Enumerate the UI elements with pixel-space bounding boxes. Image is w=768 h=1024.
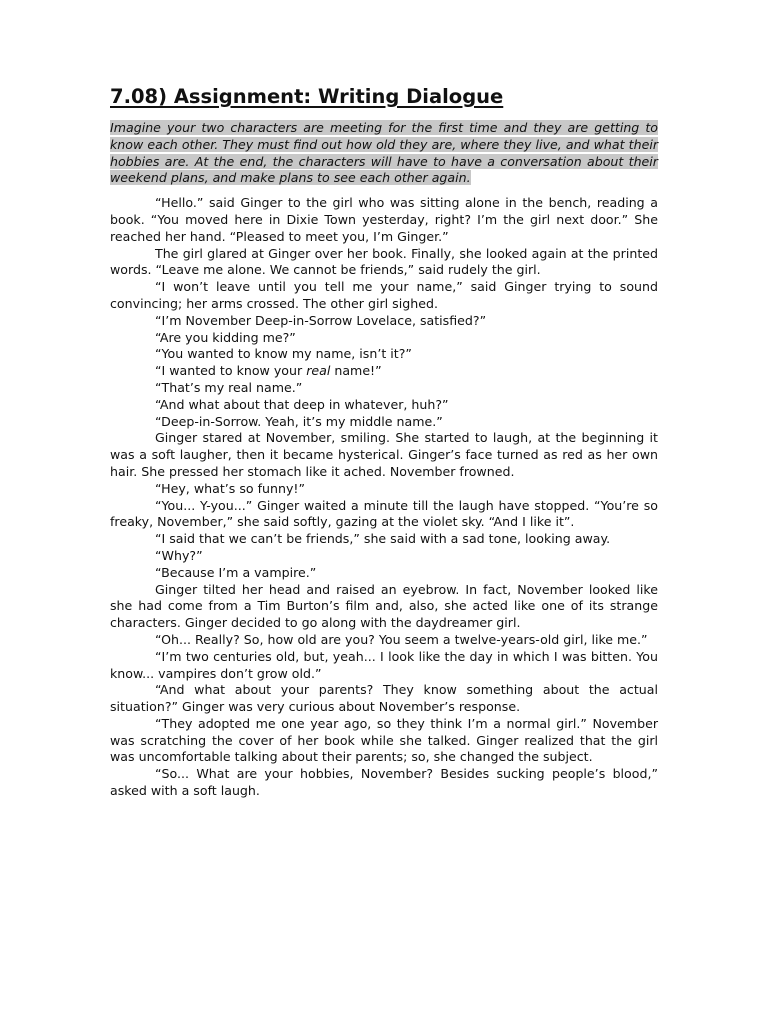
paragraph-text: “I wanted to know your bbox=[155, 363, 307, 379]
story-paragraph: Ginger tilted her head and raised an eyebrow. In fact, November looked like she had come from a Tim Burton’s film and, also, she acted like one of its strange characters. Ginger decided to go along with the daydreamer girl. bbox=[110, 581, 658, 631]
story-paragraph: “Oh... Really? So, how old are you? You seem a twelve-years-old girl, like me.” bbox=[155, 631, 648, 647]
story-paragraph: “I won’t leave until you tell me your name,” said Ginger trying to sound convincing; her arms crossed. The other girl sighed. bbox=[110, 279, 658, 311]
assignment-prompt bbox=[110, 120, 658, 187]
story-paragraph: “You wanted to know my name, isn’t it?” bbox=[155, 346, 412, 362]
paragraph-text: name!” bbox=[330, 363, 382, 379]
story-paragraph: “I’m two centuries old, but, yeah... I look like the day in which I was bitten. You know... vampires don’t grow old.” bbox=[110, 648, 658, 681]
story-paragraph: “Are you kidding me?” bbox=[155, 329, 296, 345]
story-paragraph: “I’m November Deep-in-Sorrow Lovelace, satisfied?” bbox=[155, 312, 487, 328]
story-paragraph: “Why?” bbox=[155, 547, 203, 563]
assignment-title: 7.08) Assignment: Writing Dialogue bbox=[110, 85, 504, 108]
story-paragraph: “And what about your parents? They know something about the actual situation?” Ginger was very curious about November’s response. bbox=[110, 682, 658, 715]
story-paragraph: “Deep-in-Sorrow. Yeah, it’s my middle name.” bbox=[155, 413, 443, 429]
story-body bbox=[110, 195, 658, 800]
story-paragraph: “Because I’m a vampire.” bbox=[155, 564, 317, 580]
story-paragraph: “Hello.” said Ginger to the girl who was sitting alone in the bench, reading a book. “You moved here in Dixie Town yesterday, right? I’m the girl next door.” She reached her hand. “Pleased to meet you, I’m Ginger.” bbox=[110, 195, 658, 244]
highlighted-prompt-text: Imagine your two characters are meeting for the first time and they are getting to know each other. They must find out how old they are, where they live, and what their hobbies are. At the end, the characters will have to have a conversation about their weekend plans, and make plans to see each other again. bbox=[110, 120, 658, 186]
story-paragraph: “They adopted me one year ago, so they think I’m a normal girl.” November was scratching the cover of her book while she talked. Ginger realized that the girl was uncomfortable talking about their parents; so, she changed the subject. bbox=[110, 715, 658, 765]
italic-emphasis: real bbox=[306, 363, 331, 379]
document-page bbox=[110, 84, 658, 800]
story-paragraph: “So... What are your hobbies, November? Besides sucking people’s blood,” asked with a soft laugh. bbox=[110, 766, 658, 799]
story-paragraph: “You... Y-you...” Ginger waited a minute till the laugh have stopped. “You’re so freaky, November,” she said softly, gazing at the violet sky. “And I like it”. bbox=[110, 497, 658, 530]
story-paragraph: “Hey, what’s so funny!” bbox=[155, 480, 305, 496]
story-paragraph: “And what about that deep in whatever, huh?” bbox=[155, 396, 449, 412]
story-paragraph: “I said that we can’t be friends,” she said with a sad tone, looking away. bbox=[155, 531, 611, 547]
story-paragraph: The girl glared at Ginger over her book. Finally, she looked again at the printed words. “Leave me alone. We cannot be friends,” said rudely the girl. bbox=[110, 245, 658, 278]
story-paragraph: “That’s my real name.” bbox=[155, 379, 303, 395]
story-paragraph: Ginger stared at November, smiling. She started to laugh, at the beginning it was a soft laugher, then it became hysterical. Ginger’s face turned as red as her own hair. She pressed her stomach like it ached. November frowned. bbox=[110, 430, 658, 479]
story-paragraph bbox=[110, 363, 658, 380]
